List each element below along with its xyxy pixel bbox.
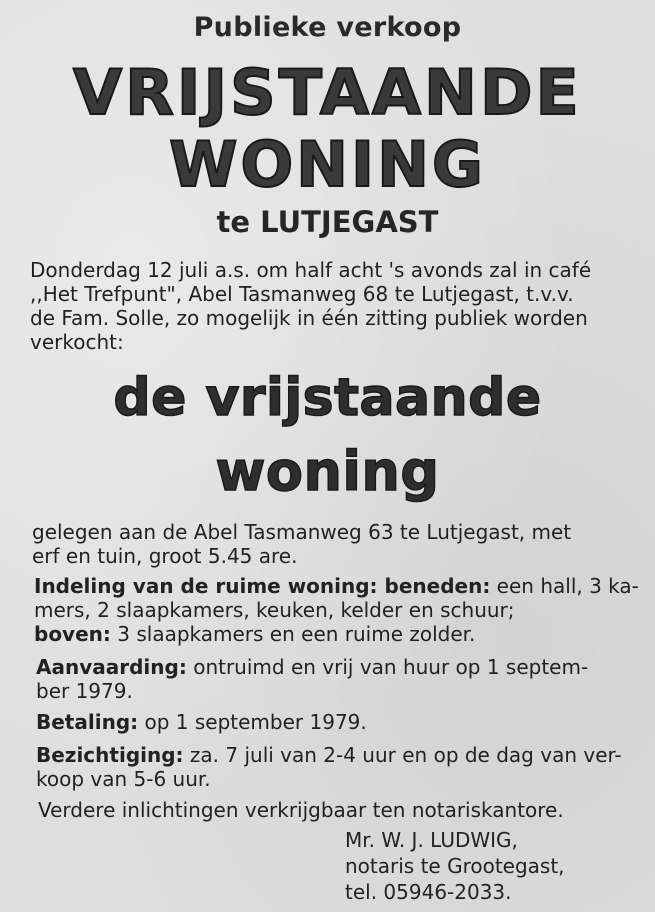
aanvaarding-label: Aanvaarding:	[36, 655, 187, 679]
headline-line-1: VRIJSTAANDE	[73, 56, 582, 129]
aanvaarding-line-2: ber 1979.	[36, 679, 133, 703]
lead-line-1: Donderdag 12 juli a.s. om half acht 's avonds zal in café	[30, 258, 592, 282]
aanvaarding-line-1	[36, 655, 588, 679]
bezichtiging-text-1: za. 7 juli van 2-4 uur en op de dag van ver-	[183, 743, 622, 767]
notary-title: notaris te Grootegast,	[345, 854, 565, 878]
info-line: Verdere inlichtingen verkrijgbaar ten notariskantore.	[38, 798, 564, 822]
betaling-text: op 1 september 1979.	[138, 710, 367, 734]
ad-place: te LUTJEGAST	[216, 205, 439, 239]
boven-label: boven:	[34, 622, 111, 646]
location-line-1: gelegen aan de Abel Tasmanweg 63 te Lutjegast, met	[32, 520, 572, 544]
bezichtiging-label: Bezichtiging:	[36, 743, 184, 767]
ad-kicker: Publieke verkoop	[193, 12, 462, 43]
notary-phone: tel. 05946-2033.	[345, 880, 512, 904]
betaling-label: Betaling:	[36, 710, 139, 734]
subheadline-line-1: de vrijstaande	[113, 368, 542, 428]
lead-line-3: de Fam. Solle, zo mogelijk in één zitting publiek worden	[30, 306, 588, 330]
boven-text: 3 slaapkamers en een ruime zolder.	[110, 622, 476, 646]
indeling-label: Indeling van de ruime woning: beneden:	[34, 574, 491, 598]
lead-line-2: ,,Het Trefpunt", Abel Tasmanweg 68 te Lutjegast, t.v.v.	[30, 282, 574, 306]
notary-name: Mr. W. J. LUDWIG,	[345, 828, 518, 852]
bezichtiging-line-2: koop van 5-6 uur.	[36, 767, 211, 791]
headline-line-2: WONING	[169, 128, 486, 201]
indeling-text-1: een hall, 3 ka-	[490, 574, 639, 598]
location-line-2: erf en tuin, groot 5.45 are.	[32, 544, 298, 568]
bezichtiging-line-1	[36, 743, 622, 767]
subheadline-line-2: woning	[215, 440, 440, 503]
indeling-line-3	[34, 622, 475, 646]
aanvaarding-text-1: ontruimd en vrij van huur op 1 septem-	[186, 655, 589, 679]
indeling-line-1	[34, 574, 639, 598]
lead-line-4: verkocht:	[30, 330, 124, 354]
betaling-line	[36, 710, 367, 734]
indeling-line-2: mers, 2 slaapkamers, keuken, kelder en schuur;	[34, 598, 515, 622]
